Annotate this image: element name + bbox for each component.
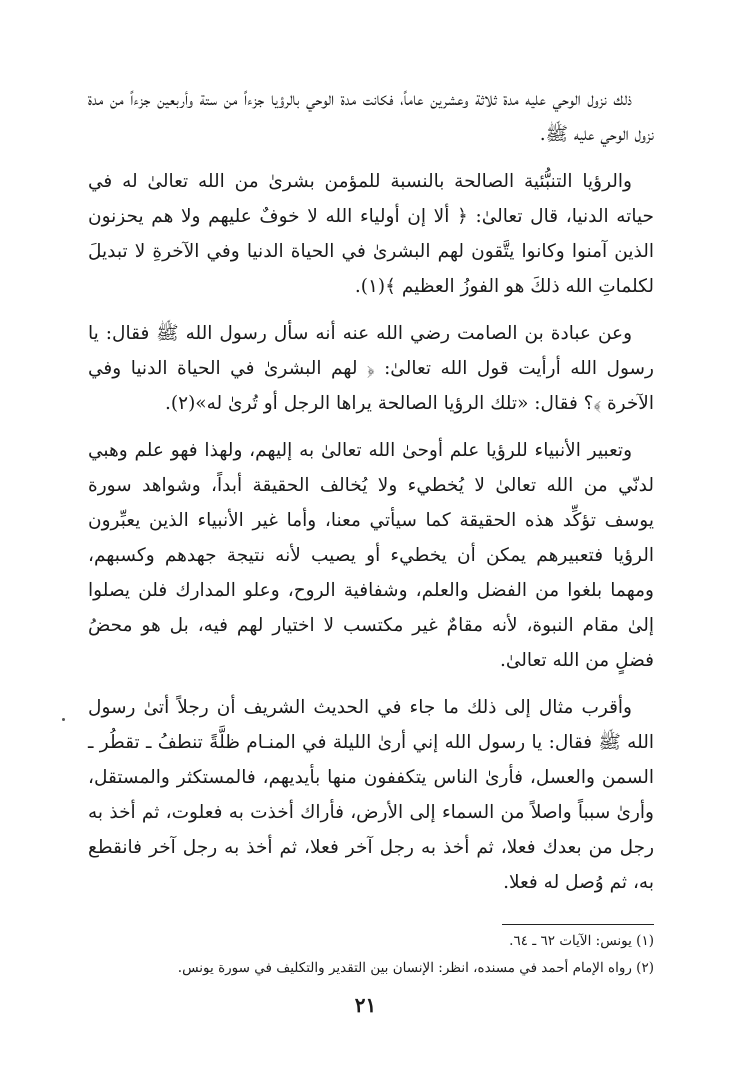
footnote-divider <box>502 924 654 925</box>
footnote: (١) يونس: الآيات ٦٢ ـ ٦٤. <box>509 933 654 949</box>
paragraph: وعن عبادة بن الصامت رضي الله عنه أنه سأل رسول الله ﷺ فقال: يا رسول الله أرأيت قول الله تعالىٰ: ﴿ لهم البشرىٰ في الحياة الدنيا وفي الآخرة ﴾؟ فقال: «تلك الرؤيا الصالحة يراها الرجل أو تُرىٰ له»(٢). <box>88 323 654 414</box>
footnotes <box>88 928 654 982</box>
page-number: ٢١ <box>354 993 377 1017</box>
footnote: (٢) رواه الإمام أحمد في مسنده، انظر: الإنسان بين التقدير والتكليف في سورة يونس. <box>177 960 654 976</box>
paragraph: وتعبير الأنبياء للرؤيا علم أوحىٰ الله تعالىٰ به إليهم، ولهذا فهو علم وهبي لدنّي من الله تعالىٰ لا يُخطيء ولا يُخالف الحقيقة أبداً، وشواهد سورة يوسف تؤكِّد هذه الحقيقة كما سيأتي معنا، وأما غير الأنبياء الذين يعبِّرون الرؤيا فتعبيرهم يمكن أن يخطيء أو يصيب لأنه نتيجة جهدهم وكسبهم، ومهما بلغوا من الفضل والعلم، وشفافية الروح، وعلو المدارك فلن يصلوا إلىٰ مقام النبوة، لأنه مقامٌ غير مكتسب لا اختيار لهم فيه، بل هو محضُ فضلٍ من الله تعالىٰ. <box>88 440 654 671</box>
body-text <box>88 82 654 912</box>
paragraph: وأقرب مثال إلى ذلك ما جاء في الحديث الشريف أن رجلاً أتىٰ رسول الله ﷺ فقال: يا رسول الله إني أرىٰ الليلة في المنـام ظلَّةً تنطفُ ـ تقطُر ـ السمن والعسل، فأرىٰ الناس يتكففون منها بأيديهم، فالمستكثر والمستقل، وأرىٰ سبباً واصلاً من السماء إلى الأرض، فأراك أخذت به فعلوت، ثم أخذ به رجل من بعدك فعلا، ثم أخذ به رجل آخر فعلا، ثم أخذ به رجل آخر فانقطع به، ثم وُصل له فعلا. <box>88 697 654 893</box>
margin-mark <box>62 718 65 721</box>
paragraph: ذلك نزول الوحي عليه مدة ثلاثة وعشرين عاماً، فكانت مدة الوحي بالرؤيا جزءاً من ستة وأربعين جزءاً من مدة نزول الوحي عليه ﷺ. <box>88 89 654 145</box>
paragraph: والرؤيا التنبُّئية الصالحة بالنسبة للمؤمن بشرىٰ من الله تعالىٰ له في حياته الدنيا، قال تعالىٰ: ﴿ ألا إن أولياء الله لا خوفٌ عليهم ولا هم يحزنون الذين آمنوا وكانوا يتَّقون لهم البشرىٰ في الحياة الدنيا وفي الآخرةِ لا تبديلَ لكلماتِ الله ذلكَ هو الفوزُ العظيم ﴾(١). <box>88 171 654 297</box>
